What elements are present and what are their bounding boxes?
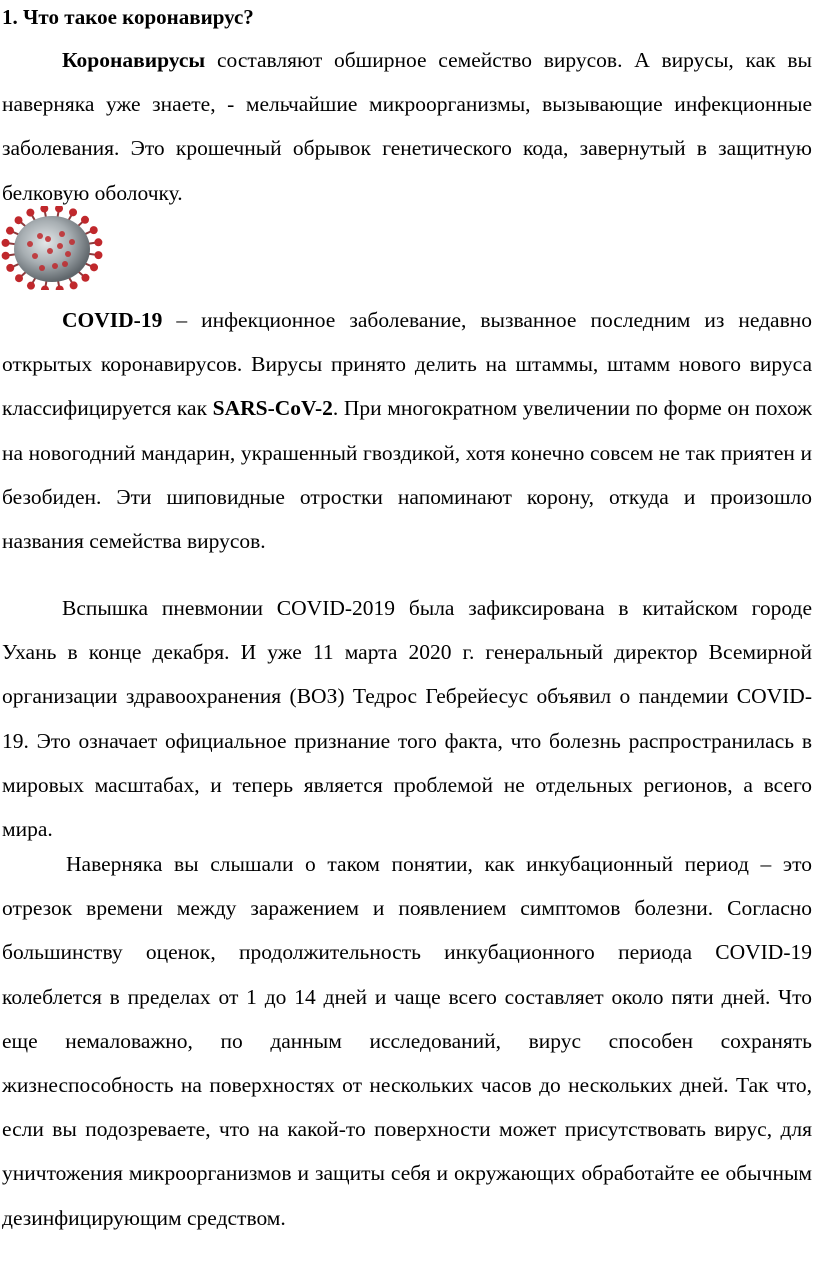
paragraph-outbreak: Вспышка пневмонии COVID-2019 была зафиксирована в китайском городе Ухань в конце декабря. И уже 11 марта 2020 г. генеральный директор Всемирной организации здравоохранения (ВОЗ) Тедрос Гебрейесус объявил о пандемии COVID-19. Это означает официальное признание того факта, что болезнь распространилась в мировых масштабах, и теперь является проблемой не отдельных регионов, а всего мира. <box>2 596 812 842</box>
virus-surface-dot <box>47 248 53 254</box>
virus-surface-dot <box>27 241 33 247</box>
term-covid19: COVID-19 <box>62 308 163 332</box>
section-heading: 1. Что такое коронавирус? <box>2 5 254 29</box>
virus-spike-head <box>15 274 23 282</box>
virus-spike-head <box>6 227 14 235</box>
paragraph-incubation: Наверняка вы слышали о таком понятии, как инкубационный период – это отрезок времени между заражением и появлением симптомов болезни. Согласно большинству оценок, продолжительность инкубационного периода COVID-19 колеблется в пределах от 1 до 14 дней и чаще всего составляет около пяти дней. Что еще немаловажно, по данным исследований, вирус способен сохранять жизнеспособность на поверхностях от нескольких часов до нескольких дней. Так что, если вы подозреваете, что на какой-то поверхности может присутствовать вирус, для уничтожения микроорганизмов и защиты себя и окружающих обработайте ее обычным дезинфицирующим средством. <box>2 852 812 1230</box>
virus-surface-dot <box>69 239 75 245</box>
paragraph-covid <box>2 298 812 563</box>
virus-spike-head <box>69 208 77 216</box>
virus-surface-dot <box>59 231 65 237</box>
term-coronaviruses: Коронавирусы <box>62 48 206 72</box>
virus-surface-dot <box>52 263 58 269</box>
virus-surface-dot <box>32 253 38 259</box>
virus-surface-dot <box>65 251 71 257</box>
virus-spike-head <box>27 282 35 290</box>
virus-spike-head <box>2 252 10 260</box>
virus-spike-head <box>90 226 98 234</box>
paragraph-intro-text: составляют обширное семейство вирусов. А вирусы, как вы наверняка уже знаете, - мельчайшие микроорганизмы, вызывающие инфекционные заболевания. Это крошечный обрывок генетического кода, завернутый в защитную белковую оболочку. <box>2 48 812 205</box>
virus-surface-dot <box>62 261 68 267</box>
virus-spike-head <box>41 286 49 290</box>
paragraph-covid-text-1: – инфекционное заболевание, вызванное последним из недавно открытых коронавирусов. Вирусы принято делить на штаммы, штамм нового вируса классифицируется как <box>2 308 812 421</box>
virus-surface-dot <box>57 243 63 249</box>
virus-spike-head <box>6 264 14 272</box>
virus-spike-head <box>40 206 48 213</box>
virus-surface-dot <box>45 236 51 242</box>
virus-spike-head <box>15 216 23 224</box>
virus-spike-head <box>2 239 10 247</box>
virus-spike-head <box>94 251 102 259</box>
paragraph-covid-text-2: . При многократном увеличении по форме он похож на новогодний мандарин, украшенный гвоздикой, хотя конечно совсем не так приятен и безобиден. Эти шиповидные отростки напоминают корону, откуда и произошло названия семейства вирусов. <box>2 396 813 554</box>
virus-surface-dot <box>37 233 43 239</box>
virus-spike-head <box>56 285 64 290</box>
virus-spike-head <box>55 206 63 212</box>
virus-spike-head <box>90 263 98 271</box>
coronavirus-image <box>0 206 104 290</box>
virus-spike-head <box>81 274 89 282</box>
virus-spike-head <box>94 238 102 246</box>
paragraph-intro <box>2 38 812 215</box>
virus-spike-head <box>70 281 78 289</box>
virus-surface-dot <box>39 265 45 271</box>
virus-spike-head <box>26 209 34 217</box>
virus-spike-head <box>81 216 89 224</box>
term-sars-cov-2: SARS-CoV-2 <box>212 396 333 421</box>
